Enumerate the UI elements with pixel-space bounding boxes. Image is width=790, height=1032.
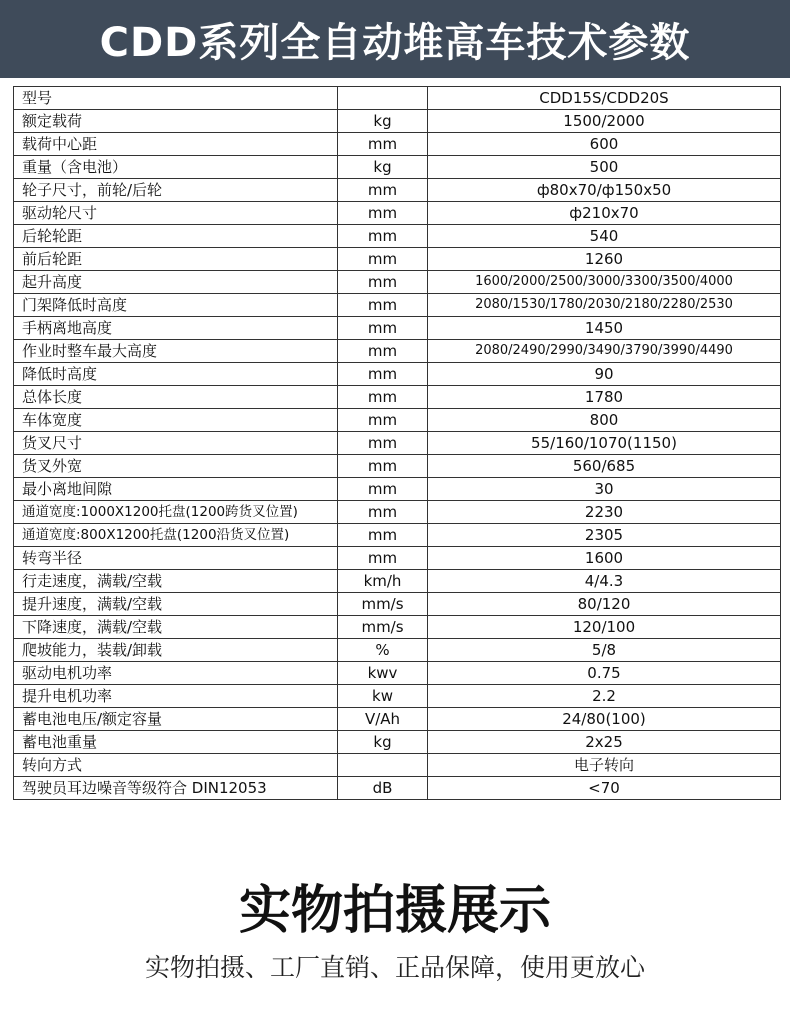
table-row (14, 363, 781, 386)
table-row (14, 570, 781, 593)
param-value-cell: 1600/2000/2500/3000/3300/3500/4000 (428, 271, 781, 294)
param-value-cell: ф210x70 (428, 202, 781, 225)
param-name-cell: 转向方式 (14, 754, 338, 777)
param-name-cell: 提升电机功率 (14, 685, 338, 708)
table-row (14, 639, 781, 662)
table-row (14, 340, 781, 363)
param-name-cell: 重量（含电池） (14, 156, 338, 179)
param-name-cell: 蓄电池电压/额定容量 (14, 708, 338, 731)
param-value-cell: 1260 (428, 248, 781, 271)
param-name-cell: 前后轮距 (14, 248, 338, 271)
param-name-cell: 驱动轮尺寸 (14, 202, 338, 225)
param-value-cell: 2230 (428, 501, 781, 524)
param-value-cell: 600 (428, 133, 781, 156)
param-name-cell: 额定载荷 (14, 110, 338, 133)
param-unit-cell: kwv (338, 662, 428, 685)
table-row (14, 432, 781, 455)
param-value-cell: 1450 (428, 317, 781, 340)
param-value-cell: 90 (428, 363, 781, 386)
showcase-subtitle: 实物拍摄、工厂直销、正品保障，使用更放心 (144, 953, 645, 982)
param-name-cell: 门架降低时高度 (14, 294, 338, 317)
param-value-cell: 2080/1530/1780/2030/2180/2280/2530 (428, 294, 781, 317)
param-unit-cell: mm (338, 248, 428, 271)
param-unit-cell: mm (338, 501, 428, 524)
param-unit-cell: kg (338, 156, 428, 179)
param-name-cell: 驾驶员耳边噪音等级符合 DIN12053 (14, 777, 338, 800)
param-unit-cell (338, 754, 428, 777)
spec-table (13, 86, 781, 800)
table-row (14, 202, 781, 225)
param-unit-cell: mm (338, 294, 428, 317)
param-value-cell: CDD15S/CDD20S (428, 87, 781, 110)
param-unit-cell: kg (338, 110, 428, 133)
param-unit-cell: mm/s (338, 616, 428, 639)
param-value-cell: 560/685 (428, 455, 781, 478)
param-unit-cell: mm (338, 478, 428, 501)
param-name-cell: 轮子尺寸，前轮/后轮 (14, 179, 338, 202)
param-unit-cell: kg (338, 731, 428, 754)
param-unit-cell: % (338, 639, 428, 662)
param-unit-cell: mm (338, 386, 428, 409)
param-name-cell: 爬坡能力，装载/卸载 (14, 639, 338, 662)
param-value-cell: 2.2 (428, 685, 781, 708)
param-value-cell: 2305 (428, 524, 781, 547)
table-row (14, 386, 781, 409)
param-value-cell: 5/8 (428, 639, 781, 662)
param-value-cell: 电子转向 (428, 754, 781, 777)
param-value-cell: 4/4.3 (428, 570, 781, 593)
param-name-cell: 提升速度，满载/空载 (14, 593, 338, 616)
param-unit-cell: mm (338, 547, 428, 570)
param-value-cell: 55/160/1070(1150) (428, 432, 781, 455)
param-unit-cell: mm (338, 409, 428, 432)
param-name-cell: 总体长度 (14, 386, 338, 409)
param-value-cell: 120/100 (428, 616, 781, 639)
param-unit-cell: mm (338, 317, 428, 340)
table-row (14, 156, 781, 179)
param-name-cell: 手柄离地高度 (14, 317, 338, 340)
spec-table-body (14, 87, 781, 800)
param-unit-cell: mm/s (338, 593, 428, 616)
title-banner (0, 0, 790, 78)
table-row (14, 685, 781, 708)
table-row (14, 110, 781, 133)
param-name-cell: 后轮轮距 (14, 225, 338, 248)
param-unit-cell (338, 87, 428, 110)
param-unit-cell: mm (338, 225, 428, 248)
param-unit-cell: mm (338, 524, 428, 547)
page-title: CDD系列全自动堆高车技术参数 (99, 19, 691, 66)
param-value-cell: 2080/2490/2990/3490/3790/3990/4490 (428, 340, 781, 363)
param-unit-cell: mm (338, 455, 428, 478)
param-unit-cell: mm (338, 271, 428, 294)
param-value-cell: 540 (428, 225, 781, 248)
param-unit-cell: dB (338, 777, 428, 800)
table-row (14, 616, 781, 639)
table-row (14, 708, 781, 731)
param-name-cell: 降低时高度 (14, 363, 338, 386)
table-row (14, 294, 781, 317)
table-row (14, 777, 781, 800)
param-unit-cell: mm (338, 340, 428, 363)
param-name-cell: 作业时整车最大高度 (14, 340, 338, 363)
param-value-cell: 2x25 (428, 731, 781, 754)
table-row (14, 179, 781, 202)
table-row (14, 133, 781, 156)
table-row (14, 593, 781, 616)
param-name-cell: 最小离地间隙 (14, 478, 338, 501)
table-row (14, 478, 781, 501)
table-row (14, 547, 781, 570)
param-value-cell: <70 (428, 777, 781, 800)
table-row (14, 317, 781, 340)
param-name-cell: 车体宽度 (14, 409, 338, 432)
param-name-cell: 通道宽度:1000X1200托盘(1200跨货叉位置) (14, 501, 338, 524)
param-unit-cell: mm (338, 432, 428, 455)
param-unit-cell: mm (338, 179, 428, 202)
table-row (14, 524, 781, 547)
param-unit-cell: V/Ah (338, 708, 428, 731)
param-name-cell: 型号 (14, 87, 338, 110)
param-unit-cell: mm (338, 363, 428, 386)
table-row (14, 731, 781, 754)
param-name-cell: 起升高度 (14, 271, 338, 294)
param-name-cell: 载荷中心距 (14, 133, 338, 156)
param-value-cell: 0.75 (428, 662, 781, 685)
param-value-cell: 500 (428, 156, 781, 179)
param-name-cell: 转弯半径 (14, 547, 338, 570)
table-row (14, 248, 781, 271)
param-unit-cell: kw (338, 685, 428, 708)
param-value-cell: 24/80(100) (428, 708, 781, 731)
param-name-cell: 货叉外宽 (14, 455, 338, 478)
param-unit-cell: mm (338, 133, 428, 156)
param-value-cell: 1600 (428, 547, 781, 570)
table-row (14, 225, 781, 248)
table-row (14, 501, 781, 524)
table-row (14, 455, 781, 478)
param-value-cell: ф80x70/ф150x50 (428, 179, 781, 202)
param-value-cell: 80/120 (428, 593, 781, 616)
param-name-cell: 驱动电机功率 (14, 662, 338, 685)
table-row (14, 662, 781, 685)
param-name-cell: 通道宽度:800X1200托盘(1200沿货叉位置) (14, 524, 338, 547)
table-row (14, 271, 781, 294)
param-name-cell: 蓄电池重量 (14, 731, 338, 754)
param-value-cell: 1780 (428, 386, 781, 409)
param-value-cell: 1500/2000 (428, 110, 781, 133)
param-name-cell: 行走速度，满载/空载 (14, 570, 338, 593)
param-name-cell: 下降速度，满载/空载 (14, 616, 338, 639)
param-unit-cell: mm (338, 202, 428, 225)
table-row (14, 409, 781, 432)
showcase-title: 实物拍摄展示 (238, 881, 551, 941)
param-unit-cell: km/h (338, 570, 428, 593)
param-name-cell: 货叉尺寸 (14, 432, 338, 455)
table-row (14, 754, 781, 777)
table-row (14, 87, 781, 110)
param-value-cell: 800 (428, 409, 781, 432)
param-value-cell: 30 (428, 478, 781, 501)
